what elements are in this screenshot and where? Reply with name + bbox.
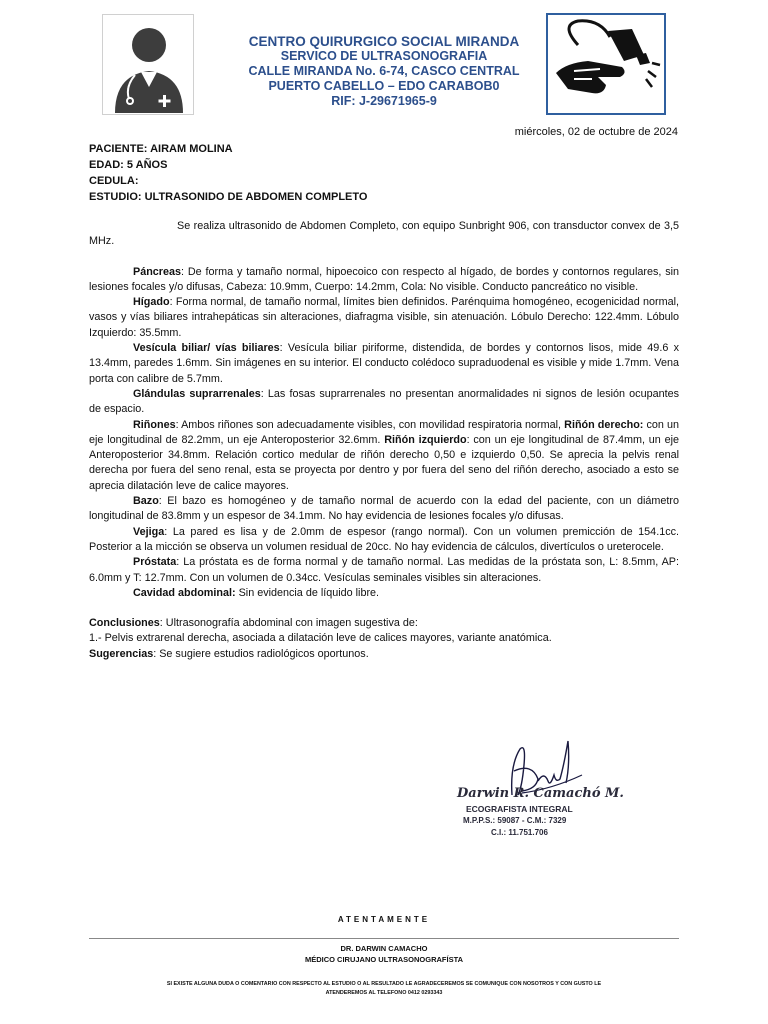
finding-text: : La próstata es de forma normal y de tamaño normal. Las medidas de la próstata son, L: 8.5mm, AP: 6.0mm y T: 12.7mm. Con un volumen de 0.34cc. Vesículas seminales visibles sin alteraciones. xyxy=(89,556,679,584)
clinic-address: CALLE MIRANDA No. 6-74, CASCO CENTRAL xyxy=(248,64,520,78)
finding-label: Glándulas suprarrenales xyxy=(133,387,261,400)
patient-name: PACIENTE: AIRAM MOLINA xyxy=(89,143,233,155)
intro-paragraph: Se realiza ultrasonido de Abdomen Completo, con equipo Sunbright 906, con transductor convex de 3,5 MHz. xyxy=(89,220,679,248)
finding-cavidad xyxy=(89,586,679,601)
finding-text: Sin evidencia de líquido libre. xyxy=(235,586,380,599)
study-type: ESTUDIO: ULTRASONIDO DE ABDOMEN COMPLETO xyxy=(89,191,368,203)
finding-label: Bazo xyxy=(133,495,159,508)
finding-text: : Forma normal, de tamaño normal, límites bien definidos. Parénquima homogéneo, ecogenicidad normal, vasos y vías biliares intrahepáticas sin alteraciones, diafragma visible, sin atenuación. Lóbulo Derecho: 122.4mm. Lóbulo Izquierdo: 35.5mm. xyxy=(89,296,679,339)
finding-label: Riñón izquierdo xyxy=(384,433,467,446)
finding-text: : El bazo es homogéneo y de tamaño normal de acuerdo con la edad del paciente, con un diámetro longitudinal de 83.8mm y un espesor de 34.1mm. No hay evidencia de lesiones focales y/o difusas. xyxy=(89,495,679,523)
doctor-block xyxy=(0,943,768,965)
finding-label: Cavidad abdominal: xyxy=(133,586,236,599)
clinic-service: SERVICO DE ULTRASONOGRAFIA xyxy=(280,49,488,63)
finding-text: : Las fosas suprarrenales no presentan anormalidades ni signos de lesión ocupantes de espacio. xyxy=(89,387,679,416)
finding-text: : De forma y tamaño normal, hipoecoico con respecto al hígado, de bordes y contornos regulares, sin lesiones focales y/o difusas, Cabeza: 10.9mm, Cuerpo: 14.2mm, Cola: No visible. Conducto pancreático no visible. xyxy=(89,265,679,293)
footer-note xyxy=(140,980,628,998)
conclusions xyxy=(89,616,679,631)
finding-vejiga xyxy=(89,525,679,556)
doctor-avatar-icon xyxy=(102,14,194,115)
ultrasound-probe-icon xyxy=(546,13,666,115)
conclusions-text: : Ultrasonografía abdominal con imagen sugestiva de: xyxy=(159,617,418,630)
finding-pancreas xyxy=(89,265,679,296)
finding-label: Riñón derecho: xyxy=(564,418,644,431)
finding-text: : Ambos riñones son adecuadamente visibles, con movilidad respiratoria normal, xyxy=(175,418,565,431)
footer-line: ATENDEREMOS AL TELEFONO 0412 0293343 xyxy=(325,990,443,996)
finding-bazo xyxy=(89,494,679,525)
finding-text: con un eje longitudinal de 82.2mm, un eje Anteroposterior 32.6mm. xyxy=(89,418,679,446)
clinic-name: CENTRO QUIRURGICO SOCIAL MIRANDA xyxy=(248,34,520,49)
patient-id: CEDULA: xyxy=(89,175,139,187)
finding-vesicula xyxy=(89,341,679,387)
doctor-name: DR. DARWIN CAMACHO xyxy=(340,944,428,953)
clinic-city: PUERTO CABELLO – EDO CARABOB0 xyxy=(268,79,500,93)
patient-age: EDAD: 5 AÑOS xyxy=(89,159,168,171)
finding-label: Próstata xyxy=(133,556,177,569)
closing: ATENTAMENTE xyxy=(337,915,431,924)
finding-glandulas xyxy=(89,387,679,418)
finding-higado xyxy=(89,295,679,341)
patient-info xyxy=(89,141,367,205)
suggestions-label: Sugerencias xyxy=(89,647,154,660)
finding-rinones xyxy=(89,418,679,494)
stamp-ci: C.I.: 11.751.706 xyxy=(491,828,548,837)
finding-text: : Vesícula biliar piriforme, distendida, de bordes y contornos lisos, mide 49.6 x 13.4mm, paredes 1.6mm. Sin imágenes en su interior. El conducto colédoco supraduodenal es visible y mide 1.7mm. Vena porta con calibre de 5.7mm. xyxy=(89,342,679,385)
stamp-name: Darwin R. Camachó M. xyxy=(457,786,624,801)
clinic-rif: RIF: J-29671965-9 xyxy=(331,94,437,108)
suggestions-text: : Se sugiere estudios radiológicos oportunos. xyxy=(153,647,369,660)
finding-label: Vesícula biliar/ vías biliares xyxy=(133,342,280,355)
divider xyxy=(89,938,679,939)
finding-label: Vejiga xyxy=(133,525,165,538)
report-date: miércoles, 02 de octubre de 2024 xyxy=(514,126,678,138)
finding-label: Páncreas xyxy=(133,265,182,278)
conclusions-label: Conclusiones xyxy=(89,617,160,630)
doctor-title: MÉDICO CIRUJANO ULTRASONOGRAFÍSTA xyxy=(304,955,464,964)
stamp-title: ECOGRAFISTA INTEGRAL xyxy=(466,804,573,814)
suggestions xyxy=(89,647,679,662)
finding-prostata xyxy=(89,555,679,586)
report-body xyxy=(89,219,679,662)
clinic-header xyxy=(200,34,568,109)
finding-text: : con un eje longitudinal de 87.4mm, un eje Anteroposterior 34.8mm. Relación cortico medular de riñón derecho 0,50 e izquierdo 0,50. Se aprecia la pelvis renal derecha por fuera del seno renal, esta se proyecta por dentro y por fuera del seno del riñón derecho, asociado a esto se aprecia dilatación leve de calice mayores. xyxy=(89,433,679,492)
footer-line: SI EXISTE ALGUNA DUDA O COMENTARIO CON RESPECTO AL ESTUDIO O AL RESULTADO LE AGRADECEREMOS SE COMUNIQUE CON NOSOTROS Y CON GUSTO LE xyxy=(166,981,602,987)
finding-text: : La pared es lisa y de 2.0mm de espesor (rango normal). Con un volumen premicción de 154.1cc. Posterior a la micción se observa un volumen residual de 20cc. No hay evidencia de cálculos, divertículos o ureterocele. xyxy=(89,525,679,553)
stamp-mpps: M.P.P.S.: 59087 - C.M.: 7329 xyxy=(463,816,567,825)
finding-label: Riñones xyxy=(133,418,176,431)
finding-label: Hígado xyxy=(133,296,170,309)
conclusion-item: 1.- Pelvis extrarenal derecha, asociada a dilatación leve de calices mayores, variante anatómica. xyxy=(89,632,552,645)
